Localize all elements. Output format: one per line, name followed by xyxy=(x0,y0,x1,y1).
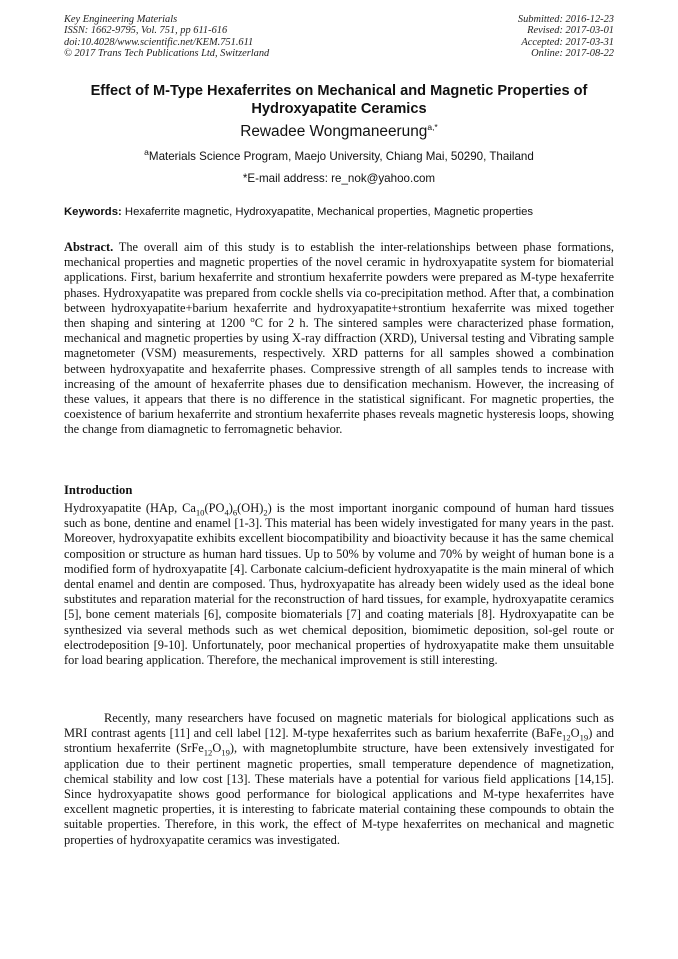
intro2-sub-3: 12 xyxy=(203,747,213,758)
intro1-text-5: ) is the most important inorganic compound of human hard tissues such as bone, dentine and enamel [1-3]. This material has been widely investigated for many years in the past. Moreover, hydroxyapatite exhibits excellent biocompatibility and bioactivity because it has the same chemical composition or structure as human hard tissues. Up to 50% by volume and 70% by weight of human bone is a modified form of hydroxyapatite [4]. Carbonate calcium-deficient hydroxyapatite is the main mineral of which dental enamel and dentin are composed. Thus, hydroxyapatite has already been widely used as the ideal bone substitutes and reparation material for the reconstruction of hard tissues, for example, hydroxyapatite ceramics [5], bone cement materials [6], composite biomaterials [7] and coating materials [8]. Hydroxyapatite can be synthesized via several methods such as wet chemical deposition, biomimetic deposition, sol-gel route or electrodeposition [9-10]. Unfortunately, poor mechanical properties of hydroxyapatite make them unsuitable for load bearing application. Therefore, the mechanical improvement is still interesting. xyxy=(64,501,614,668)
copyright-line: © 2017 Trans Tech Publications Ltd, Switzerland xyxy=(64,48,270,60)
affiliation-text: Materials Science Program, Maejo University, Chiang Mai, 50290, Thailand xyxy=(148,150,534,163)
abstract-text-b: C for 2 h. The sintered samples were characterized phase formation, mechanical and magnetic properties by using X-ray diffraction (XRD), Universal testing and Vibrating sample magnetometer (VSM) measurements, respectively. XRD patterns for all samples showed a combination between hydroxyapatite and hexaferrite phases. Compressive strength of all samples tends to increase with increasing of the amount of hexaferrite phases due to densification mechanism. However, the increasing of these values, it appears that there is no difference in the statistical significant. For magnetic properties, the coexistence of barium hexaferrite and strontium hexaferrite phases reveals magnetic hysteresis loops, showing the change from diamagnetic to ferromagnetic behavior. xyxy=(64,316,614,437)
abstract-text-a: The overall aim of this study is to establish the inter-relationships between phase formations, mechanical properties and magnetic properties of the novel ceramic in hydroxyapatite system for biomaterial applications. First, barium hexaferrite and strontium hexaferrite powders were prepared as M-type hexaferrite phases. Hydroxyapatite was prepared from cockle shells via co-precipitation method. After that, a combination between hydroxyapatite+barium hexaferrite and hydroxyapatite+strontium hexaferrite was mixed together then shaping and sintering at 1200 xyxy=(64,240,614,331)
introduction-heading: Introduction xyxy=(64,483,133,497)
email-address: *E-mail address: re_nok@yahoo.com xyxy=(242,172,436,185)
journal-name: Key Engineering Materials xyxy=(64,14,178,25)
abstract-paragraph xyxy=(64,240,614,438)
intro1-sub-2: 4 xyxy=(224,507,229,518)
introduction-paragraph-1 xyxy=(64,501,614,668)
intro2-sub-4: 19 xyxy=(221,747,230,758)
submitted-date: Submitted: 2016-12-23 xyxy=(517,14,614,25)
intro1-sub-4: 2 xyxy=(263,507,268,518)
affiliation xyxy=(0,147,678,163)
intro2-text-1: Recently, many researchers have focused on magnetic materials for biological applications such as MRI contrast agents [11] and cell label [12]. M-type hexaferrites such as barium hexaferrite (BaFe xyxy=(64,711,614,741)
intro2-sub-1: 12 xyxy=(562,732,571,743)
introduction-paragraph-2 xyxy=(64,711,614,848)
intro1-sub-1: 10 xyxy=(195,507,205,518)
intro1-text-1: Hydroxyapatite (HAp, Ca xyxy=(64,501,196,515)
keywords-label: Keywords: xyxy=(64,206,122,218)
journal-header-left xyxy=(64,14,269,60)
intro2-text-3: ) and strontium hexaferrite (SrFe xyxy=(64,726,614,756)
online-date: Online: 2017-08-22 xyxy=(531,48,614,60)
keywords-text: Hexaferrite magnetic, Hydroxyapatite, Mechanical properties, Magnetic properties xyxy=(121,206,534,218)
author-name: Rewadee Wongmaneerung xyxy=(240,123,428,140)
intro2-text-4: O xyxy=(212,741,222,756)
doi-line: doi:10.4028/www.scientific.net/KEM.751.611 xyxy=(64,36,254,48)
intro1-text-3: ) xyxy=(228,501,233,515)
degree-sup: o xyxy=(250,313,255,324)
intro1-text-4: (OH) xyxy=(237,501,264,515)
intro1-text-2: (PO xyxy=(204,501,225,515)
author-marker: a,* xyxy=(427,121,438,132)
intro2-text-2: O xyxy=(570,726,580,741)
paper-title: Effect of M-Type Hexaferrites on Mechanical and Magnetic Properties of Hydroxyapatite Ceramics xyxy=(90,83,588,117)
author-line xyxy=(0,123,678,141)
intro2-text-5: ), with magnetoplumbite structure, have been extensively investigated for application due to their pertinent magnetic properties, small temperature dependence of magnetization, chemical stability and low cost [13]. These materials have a potential for various field applications [14,15]. Since hydroxyapatite shows good performance for biological applications and M-type hexaferrites have excellent magnetic properties, it is interesting to fabricate material containing these compounds to obtain the suitable properties. Therefore, in this work, the effect of M-type hexaferrites on mechanical and magnetic properties of hydroxyapatite ceramics was investigated. xyxy=(64,741,614,847)
journal-header-right xyxy=(518,14,614,60)
keywords xyxy=(64,206,624,218)
abstract-label: Abstract. xyxy=(64,240,114,254)
issn-line: ISSN: 1662-9795, Vol. 751, pp 611-616 xyxy=(64,25,228,37)
revised-date: Revised: 2017-03-01 xyxy=(527,25,614,37)
affiliation-marker: a xyxy=(144,147,149,158)
accepted-date: Accepted: 2017-03-31 xyxy=(521,36,614,48)
intro2-sub-2: 19 xyxy=(579,732,589,743)
intro1-sub-3: 6 xyxy=(232,507,238,518)
